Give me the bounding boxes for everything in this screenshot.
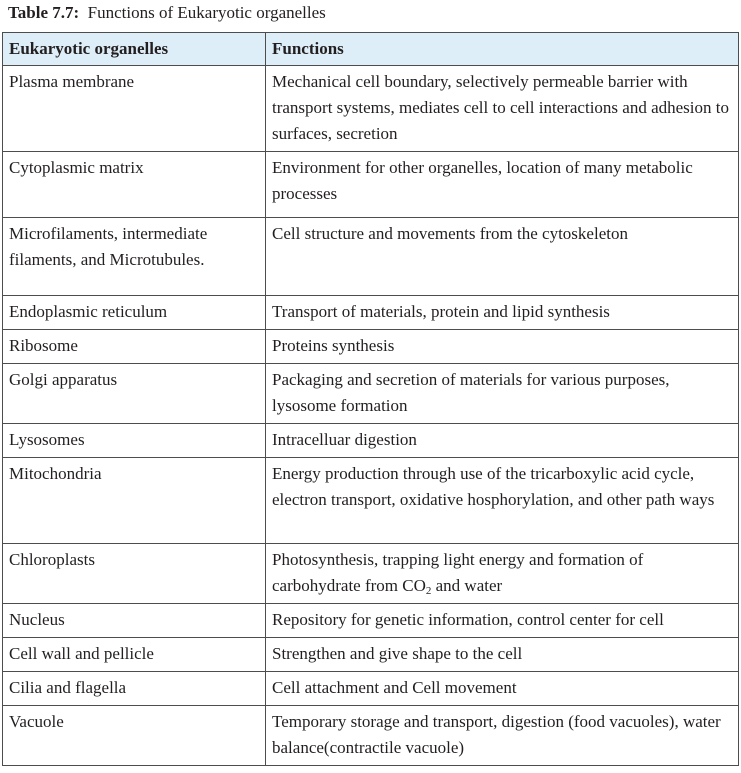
function-cell: Intracelluar digestion: [266, 424, 739, 458]
function-cell: [266, 544, 739, 604]
table-row: [3, 152, 739, 218]
organelle-cell: Plasma membrane: [3, 66, 266, 152]
table-row: [3, 706, 739, 766]
table-title: Functions of Eukaryotic organelles: [87, 3, 326, 22]
table-header-row: [3, 33, 739, 66]
function-cell: Packaging and secretion of materials for various purposes, lysosome formation: [266, 364, 739, 424]
function-cell: Temporary storage and transport, digestion (food vacuoles), water balance(contractile vacuole): [266, 706, 739, 766]
function-cell: Cell attachment and Cell movement: [266, 672, 739, 706]
header-function: Functions: [266, 33, 739, 66]
function-cell: Environment for other organelles, location of many metabolic processes: [266, 152, 739, 218]
table-row: [3, 544, 739, 604]
table-row: [3, 296, 739, 330]
table-row: [3, 638, 739, 672]
table-row: [3, 424, 739, 458]
organelle-cell: Golgi apparatus: [3, 364, 266, 424]
table-row: [3, 604, 739, 638]
function-subscript: 2: [425, 585, 432, 597]
organelle-cell: Ribosome: [3, 330, 266, 364]
table-row: [3, 330, 739, 364]
table-caption: [8, 2, 326, 24]
table-row: [3, 672, 739, 706]
function-cell: Strengthen and give shape to the cell: [266, 638, 739, 672]
function-text-end: and water: [431, 576, 503, 595]
organelle-cell: Chloroplasts: [3, 544, 266, 604]
organelle-cell: Cell wall and pellicle: [3, 638, 266, 672]
organelle-cell: Lysosomes: [3, 424, 266, 458]
organelle-cell: Microfilaments, intermediate filaments, and Microtubules.: [3, 218, 266, 296]
table-row: [3, 66, 739, 152]
table-row: [3, 364, 739, 424]
organelle-cell: Cytoplasmic matrix: [3, 152, 266, 218]
function-cell: Cell structure and movements from the cytoskeleton: [266, 218, 739, 296]
function-cell: Transport of materials, protein and lipid synthesis: [266, 296, 739, 330]
function-text: Photosynthesis, trapping light energy and formation of carbohydrate from CO: [272, 550, 644, 595]
organelle-cell: Nucleus: [3, 604, 266, 638]
table-row: [3, 458, 739, 544]
organelle-cell: Cilia and flagella: [3, 672, 266, 706]
organelle-cell: Mitochondria: [3, 458, 266, 544]
function-cell: Energy production through use of the tricarboxylic acid cycle, electron transport, oxidative hosphorylation, and other path ways: [266, 458, 739, 544]
organelle-cell: Endoplasmic reticulum: [3, 296, 266, 330]
table-row: [3, 218, 739, 296]
table-number: Table 7.7:: [8, 3, 80, 22]
header-organelle: Eukaryotic organelles: [3, 33, 266, 66]
organelle-cell: Vacuole: [3, 706, 266, 766]
function-cell: Proteins synthesis: [266, 330, 739, 364]
function-cell: Mechanical cell boundary, selectively permeable barrier with transport systems, mediates cell to cell interactions and adhesion to surfaces, secretion: [266, 66, 739, 152]
organelles-table: [2, 32, 739, 766]
function-cell: Repository for genetic information, control center for cell: [266, 604, 739, 638]
